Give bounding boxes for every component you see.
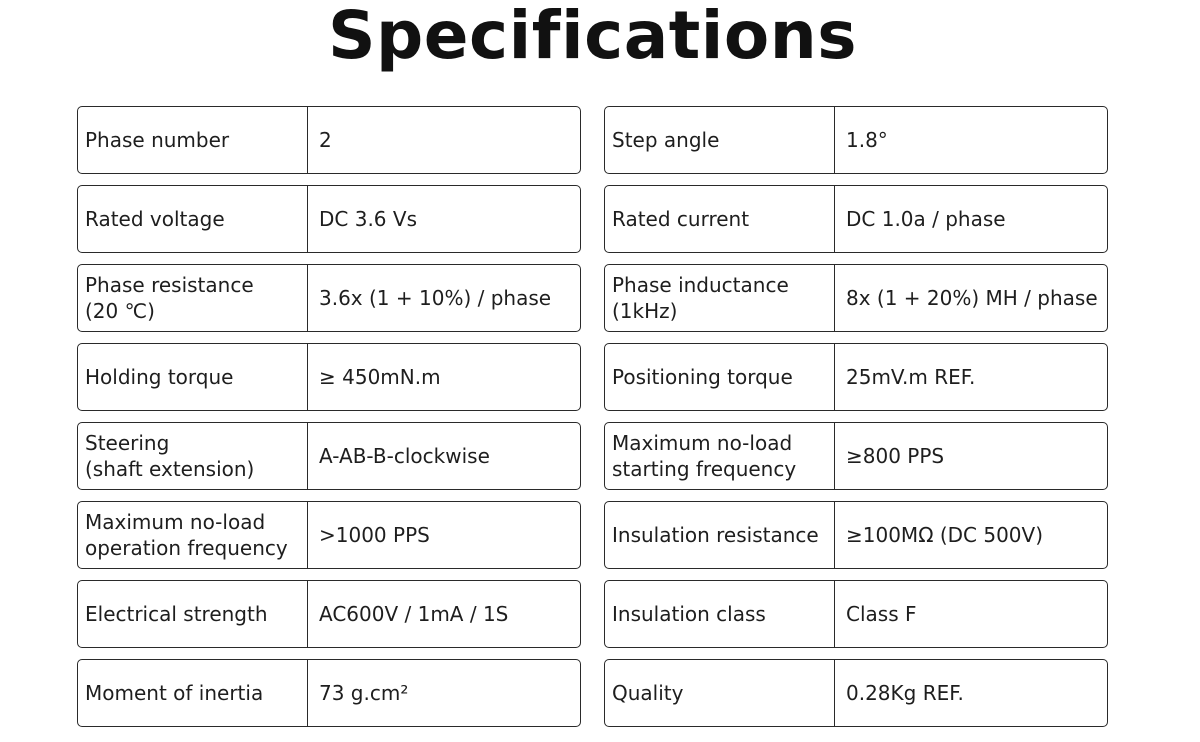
spec-label-text: Rated current [612, 207, 750, 231]
spec-label [605, 344, 835, 410]
spec-label-text: Moment of inertia [85, 681, 264, 705]
spec-row-electrical-strength [77, 580, 581, 648]
spec-value-text: 3.6x (1 + 10%) / phase [319, 286, 552, 310]
spec-label [78, 344, 308, 410]
spec-value-text: 25mV.m REF. [846, 365, 976, 389]
spec-row-phase-inductance [604, 264, 1108, 332]
spec-value [308, 186, 580, 252]
page-title: Specifications [327, 0, 858, 74]
spec-value-text: 8x (1 + 20%) MH / phase [846, 286, 1098, 310]
spec-row-rated-voltage [77, 185, 581, 253]
spec-label-text: Quality [612, 681, 684, 705]
spec-label [605, 186, 835, 252]
spec-value [835, 423, 1107, 489]
spec-value-text: AC600V / 1mA / 1S [319, 602, 509, 626]
spec-label [605, 581, 835, 647]
spec-label-text: Electrical strength [85, 602, 268, 626]
spec-label [78, 107, 308, 173]
spec-value [308, 423, 580, 489]
spec-value [308, 344, 580, 410]
spec-label-text: Insulation class [612, 602, 766, 626]
spec-value-text: DC 3.6 Vs [319, 207, 417, 231]
spec-value-text: 0.28Kg REF. [846, 681, 964, 705]
spec-label-text: Maximum no-load operation frequency [85, 510, 288, 560]
spec-label [605, 660, 835, 726]
spec-value-text: ≥ 450mN.m [319, 365, 441, 389]
spec-row-max-starting-frequency [604, 422, 1108, 490]
spec-row-max-operation-frequency [77, 501, 581, 569]
spec-value-text: 1.8° [846, 128, 888, 152]
spec-label [78, 265, 308, 331]
spec-label [605, 423, 835, 489]
spec-label-text: Rated voltage [85, 207, 225, 231]
spec-label-text: Insulation resistance [612, 523, 819, 547]
spec-label-text: Maximum no-load starting frequency [612, 431, 797, 481]
spec-label [78, 186, 308, 252]
spec-label [78, 502, 308, 568]
spec-label-text: Phase resistance (20 ℃) [85, 273, 254, 323]
spec-value-text: A-AB-B-clockwise [319, 444, 490, 468]
spec-value-text: 73 g.cm² [319, 681, 409, 705]
spec-row-steering [77, 422, 581, 490]
spec-value [308, 107, 580, 173]
spec-label-text: Phase inductance (1kHz) [612, 273, 789, 323]
spec-label-text: Positioning torque [612, 365, 793, 389]
spec-value [835, 502, 1107, 568]
spec-value-text: ≥100MΩ (DC 500V) [846, 523, 1044, 547]
spec-label [605, 502, 835, 568]
spec-row-step-angle [604, 106, 1108, 174]
spec-value [835, 265, 1107, 331]
spec-label-text: Phase number [85, 128, 230, 152]
spec-value-text: Class F [846, 602, 917, 626]
spec-label-text: Steering (shaft extension) [85, 431, 255, 481]
spec-value [835, 581, 1107, 647]
spec-row-phase-resistance [77, 264, 581, 332]
spec-row-phase-number [77, 106, 581, 174]
spec-label [78, 581, 308, 647]
spec-value [308, 265, 580, 331]
spec-value [308, 502, 580, 568]
spec-value-text: DC 1.0a / phase [846, 207, 1006, 231]
spec-row-rated-current [604, 185, 1108, 253]
spec-row-positioning-torque [604, 343, 1108, 411]
spec-row-moment-of-inertia [77, 659, 581, 727]
spec-row-holding-torque [77, 343, 581, 411]
spec-row-quality [604, 659, 1108, 727]
spec-value [308, 660, 580, 726]
spec-value-text: ≥800 PPS [846, 444, 945, 468]
spec-value [835, 660, 1107, 726]
spec-table-left [77, 106, 581, 738]
spec-value-text: >1000 PPS [319, 523, 430, 547]
spec-value [835, 186, 1107, 252]
spec-value [835, 344, 1107, 410]
spec-label [605, 265, 835, 331]
spec-row-insulation-class [604, 580, 1108, 648]
spec-row-insulation-resistance [604, 501, 1108, 569]
spec-label [78, 660, 308, 726]
spec-value [308, 581, 580, 647]
spec-table-right [604, 106, 1108, 738]
spec-label [605, 107, 835, 173]
spec-value-text: 2 [319, 128, 332, 152]
spec-label-text: Step angle [612, 128, 720, 152]
spec-label-text: Holding torque [85, 365, 234, 389]
spec-label [78, 423, 308, 489]
spec-value [835, 107, 1107, 173]
